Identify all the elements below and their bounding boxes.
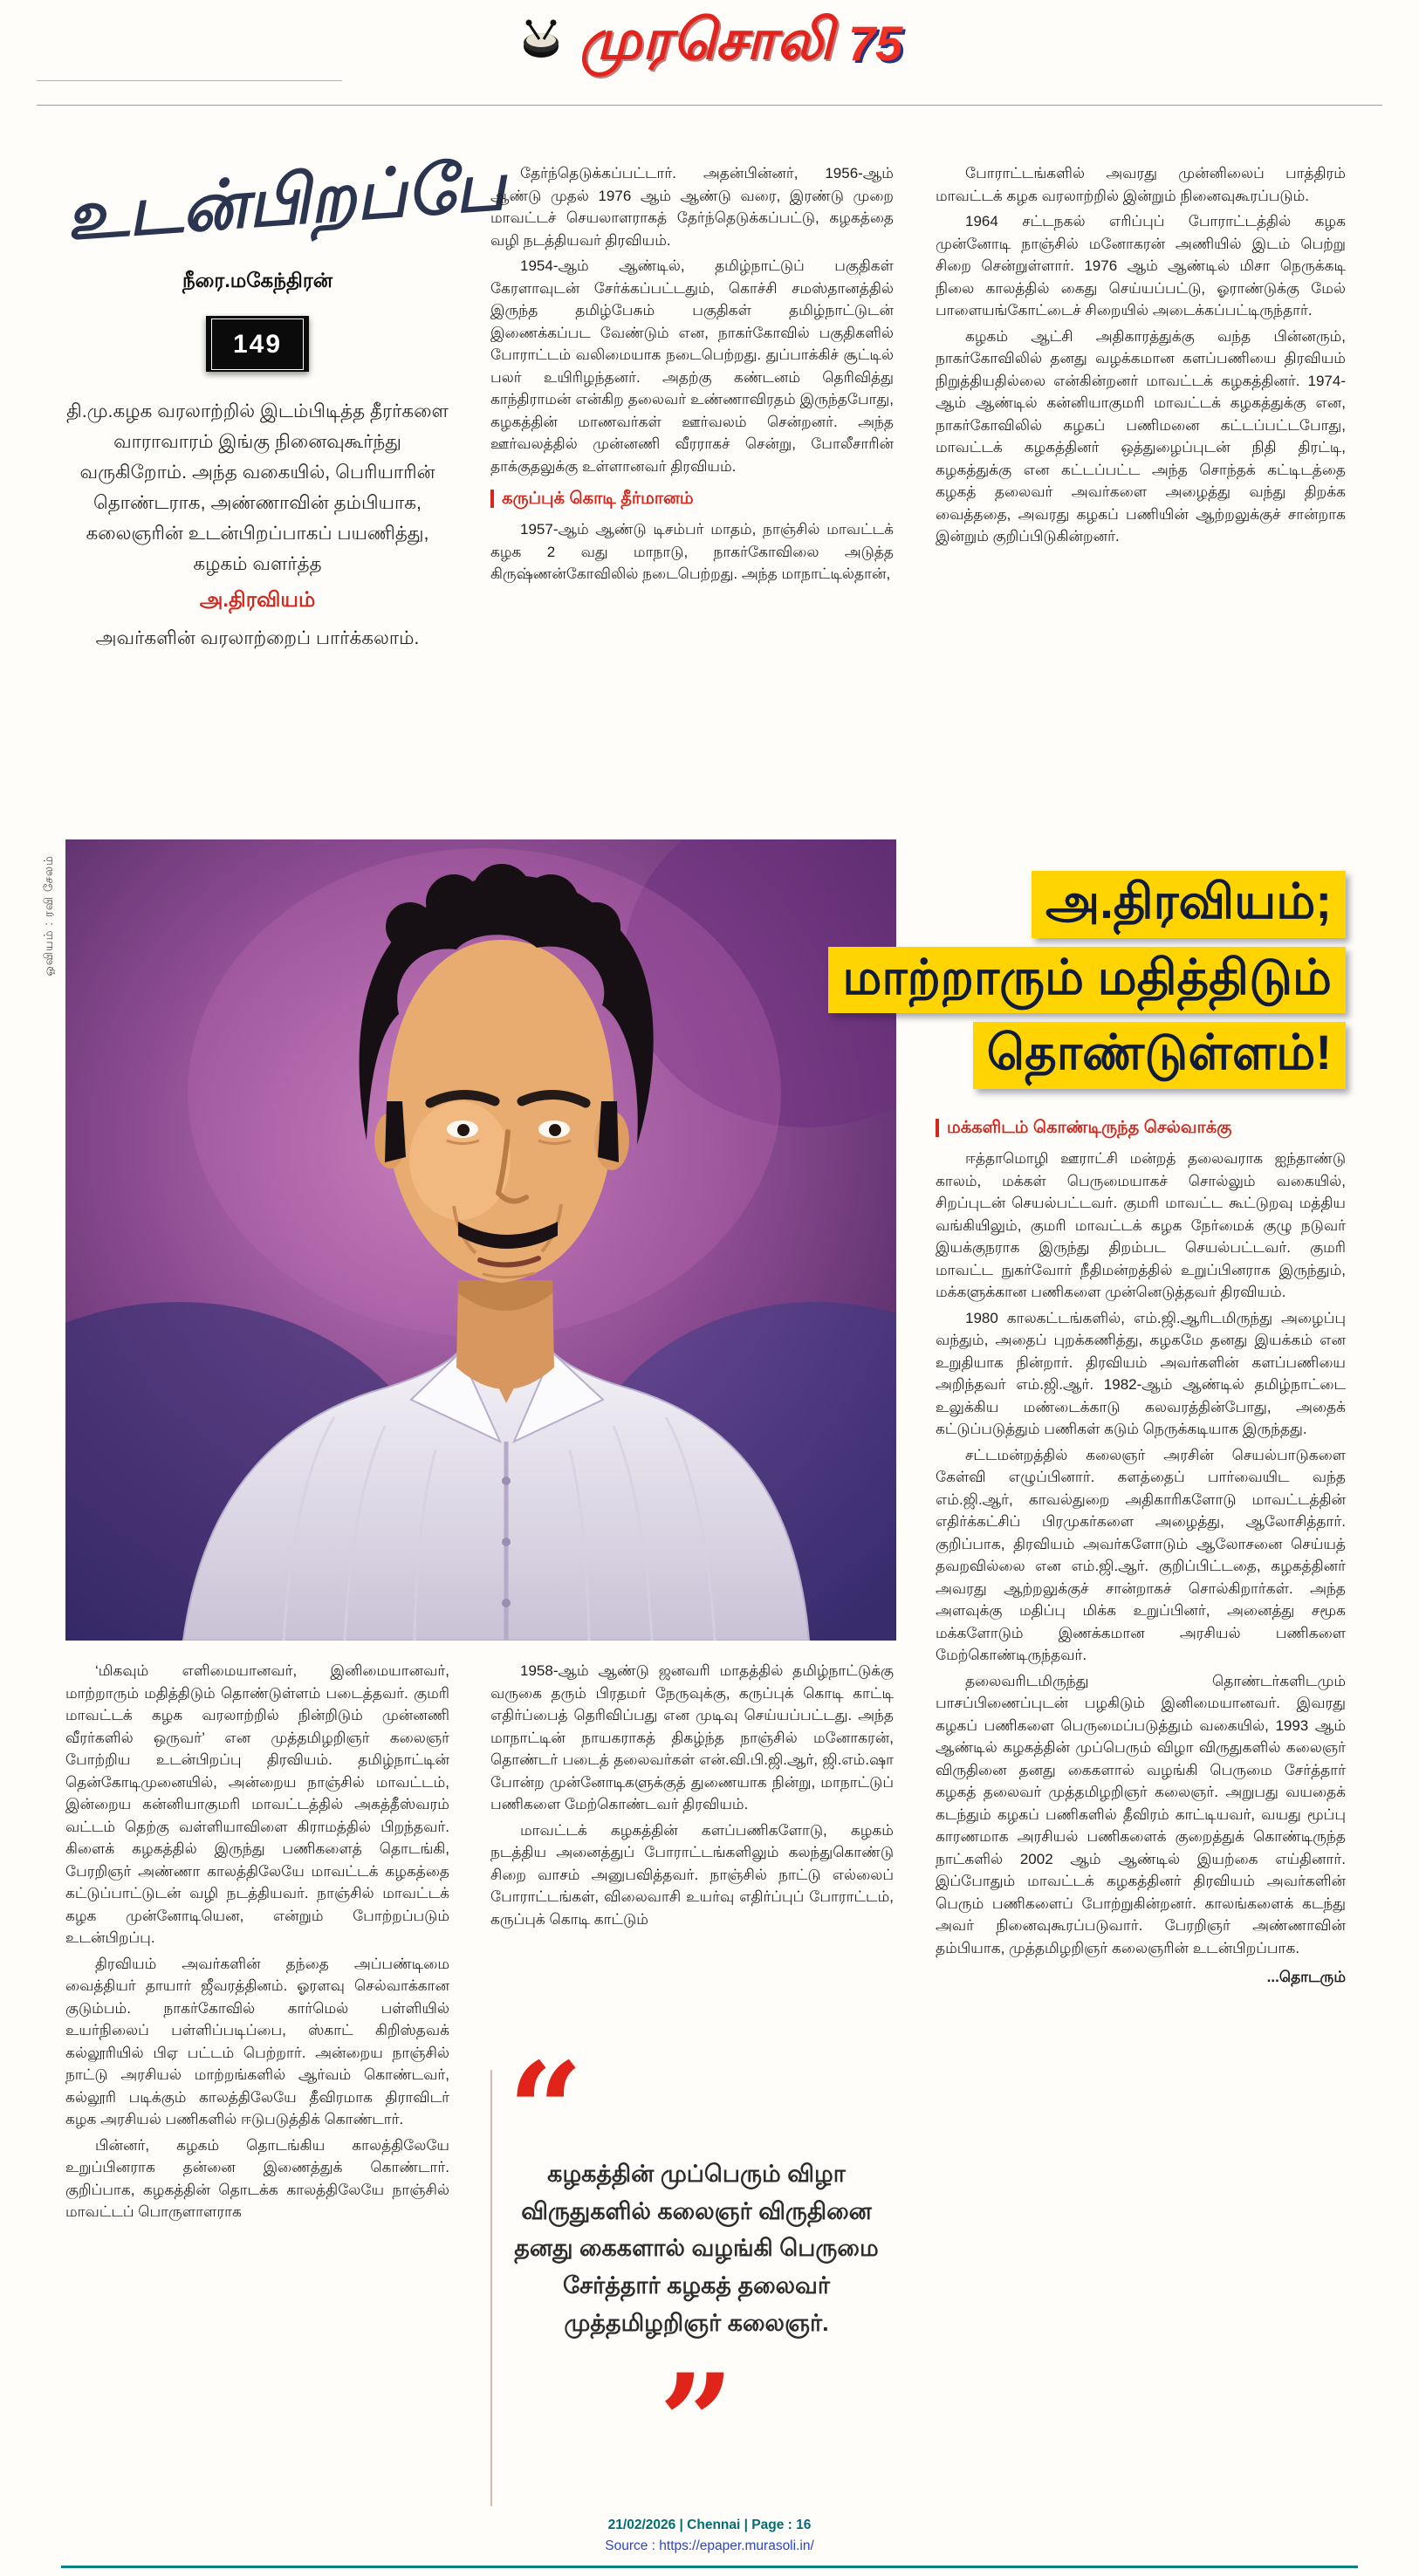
series-intro — [65, 396, 449, 654]
subhead-bar-icon — [936, 1119, 939, 1137]
intro-text: தி.மு.கழக வரலாற்றில் இடம்பிடித்த தீரர்களை வாராவாரம் இங்கு நினைவுகூர்ந்து வருகிறோம். அந்த வகையில், பெரியாரின் தொண்டராக, அண்ணாவின் தம்பியாக, கலைஞரின் உடன்பிறப்பாகப் பயணித்து, கழகம் வளர்த்த — [66, 401, 449, 574]
series-title: உடன்பிறப்பே — [63, 146, 508, 257]
section-subhead — [490, 486, 894, 511]
close-quote-icon: ” — [658, 2346, 735, 2500]
body-paragraph: 1957-ஆம் ஆண்டு டிசம்பர் மாதம், நாஞ்சில் மாவட்டக் கழக 2 வது மாநாடு, நாகர்கோவிலை அடுத்த கிருஷ்ணன்கோவிலில் நடைபெற்றது. அந்த மாநாட்டில்தான், — [490, 521, 894, 583]
body-paragraph: கழகம் ஆட்சி அதிகாரத்துக்கு வந்த பின்னரும், நாகர்கோவிலில் தனது வழக்கமான களப்பணியை திரவியம் நிறுத்தியதில்லை என்கின்றனர் மாவட்டக் கழகத்தினர். 1974-ஆம் ஆண்டில் கன்னியாகுமரி மாவட்டக் கழகத்துக்கு என, நாகர்கோவிலில் கழகப் பணிமனை கட்டப்பட்டபோது, மாவட்டக் கழகத்தினர் ஒத்துழைப்புடன் நிதி திரட்டி, கழகத்துக்கு என கட்டப்பட்ட அந்த சொந்தக் கட்டிடத்தை கழகத் தலைவர் அவர்களை அழைத்து வந்து திறக்க வைத்ததை, அவரது கழகப் பணியின் ஆற்றலுக்குச் சான்றாக இன்றும் குறிப்பிடுகின்றனர். — [936, 327, 1346, 545]
episode-number: 149 — [211, 319, 304, 370]
body-paragraph: போராட்டங்களில் அவரது முன்னிலைப் பாத்திரம் மாவட்டக் கழக வரலாற்றில் இன்றும் நினைவுகூரப்படும். — [936, 165, 1346, 204]
footer-divider — [61, 2566, 1358, 2568]
body-paragraph: 1964 சட்டநகல் எரிப்புப் போராட்டத்தில் கழக முன்னோடி நாஞ்சில் மனோகரன் அணியில் இடம் பெற்று சிறை சென்றுள்ளார். 1976 ஆம் ஆண்டில் மிசா நெருக்கடி நிலை காலத்தில் கைது செய்யப்பட்டு, ஓராண்டுக்கு மேல் பாளையங்கோட்டைச் சிறையில் அடைக்கப்பட்டிருந்தார். — [936, 213, 1346, 319]
body-paragraph: திரவியம் அவர்களின் தந்தை அப்பண்டிமை வைத்தியர் தாயார் ஜீவரத்தினம். ஓரளவு செல்வாக்கான குடும்பம். நாகர்கோவில் கார்மெல் பள்ளியில் உயர்நிலைப் பள்ளிப்படிப்பை, ஸ்காட் கிறிஸ்தவக் கல்லூரியில் பிஏ பட்டம் பெற்றார். அன்றைய நாஞ்சில் நாட்டு அரசியல் மாற்றங்களில் ஆர்வம் கொண்டவர், கல்லூரி படிக்கும் காலத்திலேயே தீவிரமாக திராவிடர் கழக அரசியல் பணிகளில் ஈடுபடுத்திக் கொண்டார். — [65, 1955, 449, 2127]
article-column-2-bottom — [490, 1660, 894, 1934]
intro-text-after: அவர்களின் வரலாற்றைப் பார்க்கலாம். — [95, 627, 420, 649]
continuation-marker: ...தொடரும் — [1266, 1969, 1346, 1986]
main-headline — [656, 871, 1346, 1098]
page-meta: 21/02/2026 | Chennai | Page : 16 — [607, 2518, 812, 2532]
body-paragraph: சட்டமன்றத்தில் கலைஞர் அரசின் செயல்பாடுகளை கேள்வி எழுப்பினார். களத்தைப் பார்வையிட வந்த எம்.ஜி.ஆர், காவல்துறை அதிகாரிகளோடு மாவட்டத்தின் எதிர்க்கட்சிப் பிரமுகர்களை அழைத்து, ஆலோசித்தார். குறிப்பாக, திரவியம் அவர்களோடும் ஆலோசனை செய்யத் தவறவில்லை என எம்.ஜி.ஆர். குறிப்பிட்டதை, கழகத்தினர் அவரது ஆற்றலுக்குச் சான்றாகச் சொல்கிறார்கள். அந்த அளவுக்கு மதிப்பு மிக்க உறுப்பினர், அனைத்து சமூக மக்களோடும் இணக்கமான அரசியல் பணிகளை மேற்கொண்டிருந்தவர். — [936, 1446, 1346, 1664]
article-column-2 — [490, 162, 894, 589]
body-paragraph: தேர்ந்தெடுக்கப்பட்டார். அதன்பின்னர், 1956-ஆம் ஆண்டு முதல் 1976 ஆம் ஆண்டு வரை, இரண்டு முறை மாவட்டச் செயலாளராகத் தேர்ந்தெடுக்கப்பட்டு, கழகத்தை வழி நடத்தியவர் திரவியம். — [490, 165, 894, 249]
murasu-drum-emblem-icon — [517, 17, 566, 70]
masthead — [0, 7, 1419, 79]
body-paragraph: 1954-ஆம் ஆண்டில், தமிழ்நாட்டுப் பகுதிகள் கேரளாவுடன் சேர்க்கப்பட்டதும், கொச்சி சமஸ்தானத்தில் இருந்த தமிழ்பேசும் பகுதிகள் தமிழ்நாட்டுடன் இணைக்கப்பட வேண்டும் என, நாகர்கோவில் பகுதிகளில் போராட்டம் வலிமையாக நடைபெற்றது. துப்பாக்கிச் சூட்டில் பலர் உயிரிழந்தனர். அதற்கு கண்டனம் தெரிவித்து காந்திராமன் என்கிற தலைவர் உண்ணாவிரதம் இருந்தபோது, கழகத்தின் மாணவர்கள் ஊர்வலம் சென்றனர். அந்த ஊர்வலத்தில் முன்னணி வீரராகச் சென்று, போலீசாரின் தாக்குதலுக்கு உள்ளானவர் திரவியம். — [490, 257, 894, 475]
body-paragraph: ஈத்தாமொழி ஊராட்சி மன்றத் தலைவராக ஐந்தாண்டு காலம், மக்கள் பெருமையாகச் சொல்லும் வகையில், சிறப்புடன் செயல்பட்டவர். குமரி மாவட்ட கூட்டுறவு மத்திய வங்கியிலும், குமரி மாவட்டக் கழக நேர்மைக் குழு நடுவர் இயக்குநராக இருந்து திறம்பட செயல்பட்டவர். குமரி மாவட்ட நுகர்வோர் நீதிமன்றத்தில் உறுப்பினராக இருந்தும், மக்களுக்கான பணிகளை முன்னெடுத்தவர் திரவியம். — [936, 1150, 1346, 1301]
anniversary-75-badge: 75 — [847, 16, 903, 71]
headline-line: அ.திரவியம்; — [1032, 871, 1346, 938]
episode-number-box — [206, 316, 309, 372]
section-subhead — [936, 1115, 1346, 1141]
page-footer — [0, 2515, 1419, 2557]
masthead-divider-left — [37, 80, 342, 81]
body-paragraph: பின்னர், கழகம் தொடங்கிய காலத்திலேயே உறுப்பினராக தன்னை இணைத்துக் கொண்டார். குறிப்பாக, கழகத்தின் தொடக்க காலத்திலேயே நாஞ்சில் மாவட்டப் பொருளாளராக — [65, 2136, 449, 2220]
body-paragraph: 1958-ஆம் ஆண்டு ஜனவரி மாதத்தில் தமிழ்நாட்டுக்கு வருகை தரும் பிரதமர் நேருவுக்கு, கருப்புக் கொடி காட்டி எதிர்ப்பைத் தெரிவிப்பது என முடிவு செய்யப்பட்டது. அந்த மாநாட்டின் நாயகராகத் திகழ்ந்த நாஞ்சில் மனோகரன், தொண்டர் படைத் தலைவர்கள் என்.வி.பி.ஜி.ஆர், ஜி.எம்.ஷா போன்ற முன்னோடிகளுக்குத் துணையாக நின்று, மாநாட்டுப் பணிகளை மேற்கொண்டவர் திரவியம். — [490, 1662, 894, 1812]
artist-credit: ஓவியம் : ரவி சேலம் — [42, 855, 55, 976]
author-byline: நீரை.மகேந்திரன் — [182, 268, 333, 291]
body-paragraph: மாவட்டக் கழகத்தின் களப்பணிகளோடு, கழகம் நடத்திய அனைத்துப் போராட்டங்களிலும் கலந்துகொண்டு சிறை வாசம் அனுபவித்தவர். நாஞ்சில் நாட்டு எல்லைப் போராட்டங்கள், விலைவாசி உயர்வு எதிர்ப்புப் போராட்டம், கருப்புக் கொடி காட்டும் — [490, 1821, 894, 1928]
article-column-right — [936, 1106, 1346, 1992]
body-paragraph: தலைவரிடமிருந்து தொண்டர்களிடமும் பாசப்பிணைப்புடன் பழகிடும் இனிமையானவர். இவரது கழகப் பணிகளை பெருமைப்படுத்தும் வகையில், 1993 ஆம் ஆண்டில் கழகத்தின் முப்பெரும் விழா விருதுகளில் கலைஞர் விருதினை தனது கைகளால் வழங்கி பெருமை சேர்த்தார் கழகத் தலைவர் முத்தமிழறிஞர் கலைஞர். அறுபது வயதைக் கடந்தும் கழகப் பணிகளில் தீவிரம் காட்டியவர், வயது மூப்பு காரணமாக அரசியல் பணிகளைக் குறைத்துக் கொண்டிருந்த நாட்களில் 2002 ஆம் ஆண்டில் இயற்கை எய்தினார். இப்போதும் மாவட்டக் கழகத்தினர் திரவியம் அவர்களின் பெரும் பணிகளைப் போற்றுகின்றனர். காலங்களைக் கடந்து அவர் நினைவுகூரப்படுவார். பேரறிஞர் அண்ணாவின் தம்பியாக, முத்தமிழறிஞர் கலைஞரின் உடன்பிறப்பாக. — [936, 1672, 1346, 1956]
masthead-divider — [37, 105, 1382, 106]
article-column-3 — [936, 162, 1346, 552]
body-paragraph: ‘மிகவும் எளிமையானவர், இனிமையானவர், மாற்றாரும் மதித்திடும் தொண்டுள்ளம் படைத்தவர். குமரி மாவட்டக் கழக வரலாற்றில் நின்றிடும் முன்னணி வீரர்களில் ஒருவர்’ என முத்தமிழறிஞர் கலைஞர் போற்றிய உடன்பிறப்பு திரவியம். தமிழ்நாட்டின் தென்கோடிமுனையில், அன்றைய நாஞ்சில் மாவட்டம், இன்றைய கன்னியாகுமரி மாவட்டத்தில் அகத்தீஸ்வரம் வட்டம் தெற்கு வள்ளியாவிளை கிராமத்தில் பிறந்தவர். கிளைக் கழகத்தில் இருந்து பணிகளைத் தொடங்கி, பேரறிஞர் அண்ணா காலத்திலேயே மாவட்டக் கழகத்தை கட்டுப்பாட்டுடன் வழி நடத்தியவர். நாஞ்சில் மாவட்டக் கழக முன்னோடியென, என்றும் போற்றப்படும் உடன்பிறப்பு. — [65, 1662, 449, 1946]
source-link[interactable]: Source : https://epaper.murasoli.in/ — [605, 2538, 814, 2554]
open-quote-icon: “ — [508, 2034, 584, 2188]
subhead-text: கருப்புக் கொடி தீர்மானம் — [502, 489, 694, 508]
pull-quote — [490, 2034, 894, 2506]
series-column — [63, 146, 508, 654]
newspaper-logo: முரசொலி — [579, 8, 834, 71]
subhead-bar-icon — [490, 490, 494, 508]
subhead-text: மக்களிடம் கொண்டிருந்த செல்வாக்கு — [947, 1118, 1232, 1137]
pull-quote-text: கழகத்தின் முப்பெரும் விழா விருதுகளில் கலைஞர் விருதினை தனது கைகளால் வழங்கி பெருமை சேர்த்தார் கழகத் தலைவர் முத்தமிழறிஞர் கலைஞர். — [514, 2161, 879, 2336]
headline-line: தொண்டுள்ளம்! — [973, 1022, 1346, 1089]
article-column-1-bottom — [65, 1660, 449, 2227]
body-paragraph: 1980 காலகட்டங்களில், எம்.ஜி.ஆரிடமிருந்து அழைப்பு வந்தும், அதைப் புறக்கணித்து, கழகமே தனது இயக்கம் என உறுதியாக நின்றார். திரவியம் அவர்களின் களப்பணியை அறிந்தவர் எம்.ஜி.ஆர். 1982-ஆம் ஆண்டில் தமிழ்நாட்டை உலுக்கிய மண்டைக்காடு கலவரத்தின்போது, அதைக் கட்டுப்படுத்தும் பணிகள் கடும் நெருக்கடியாக இருந்தது. — [936, 1309, 1346, 1438]
headline-line: மாற்றாரும் மதித்திடும் — [828, 947, 1346, 1014]
subject-name: அ.திரவியம் — [199, 588, 316, 613]
